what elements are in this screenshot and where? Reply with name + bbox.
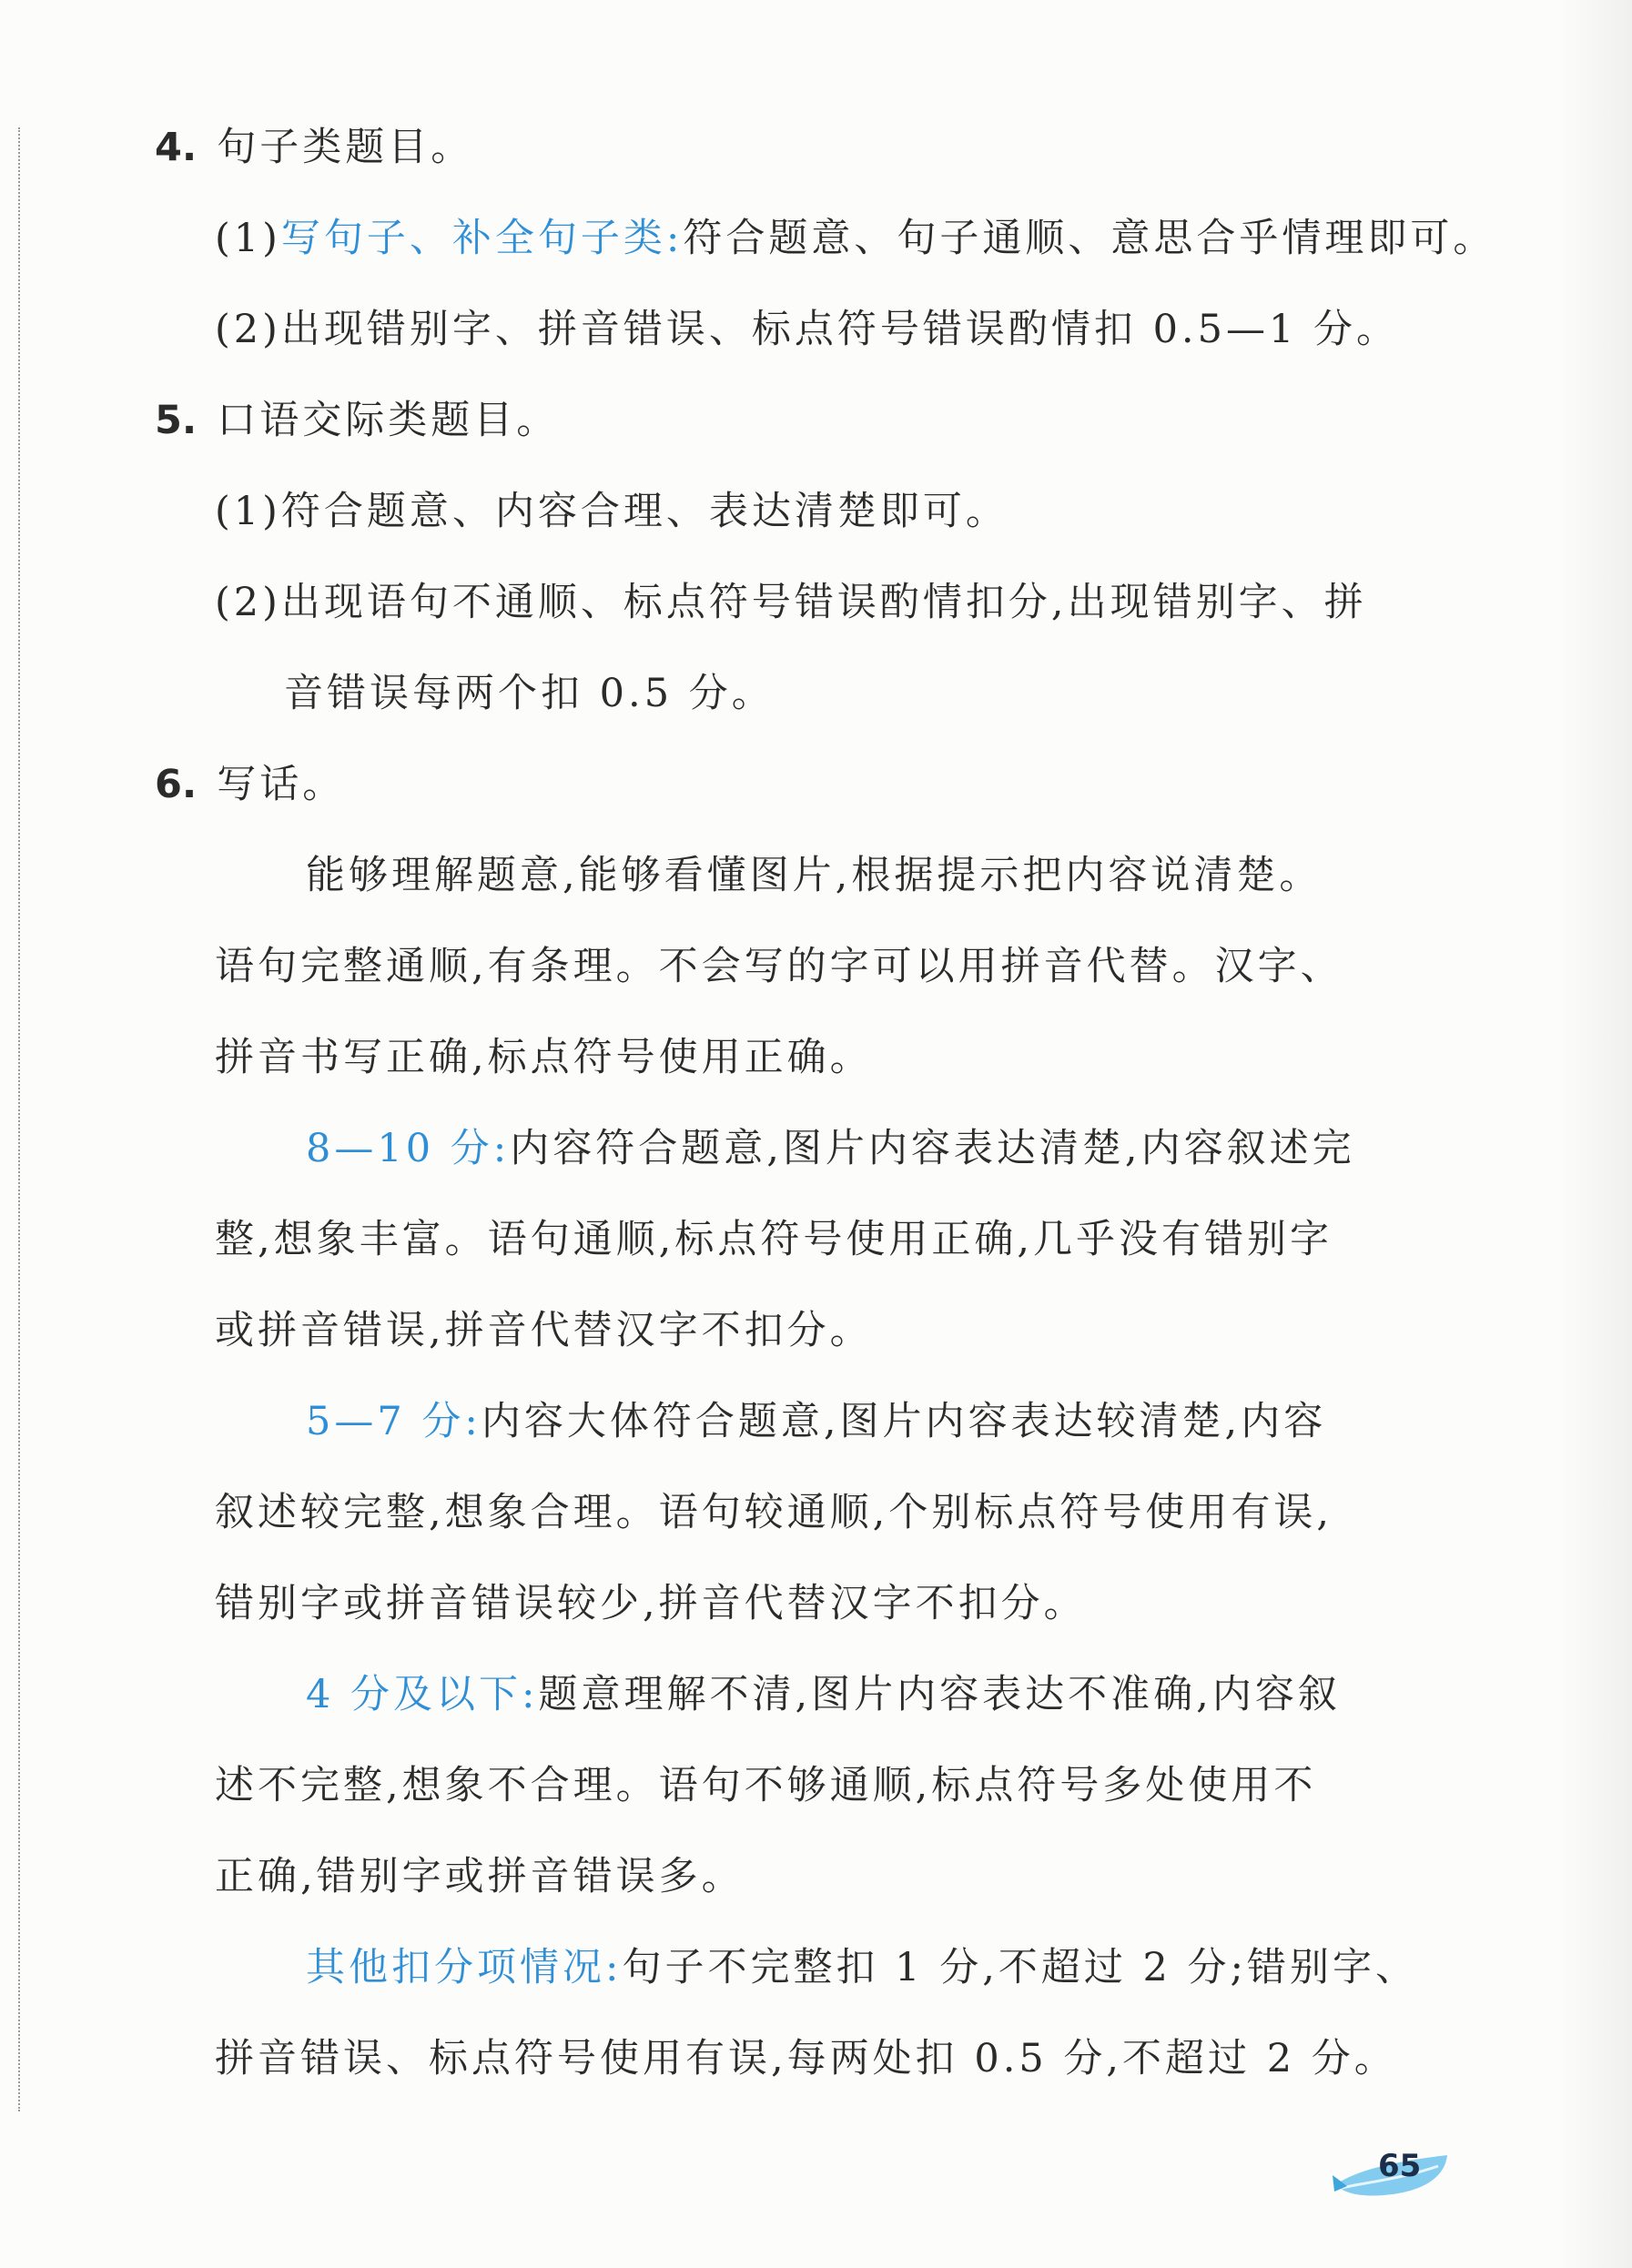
grade-3-line-3: 正确,错别字或拼音错误多。 [215, 1854, 745, 1899]
page-number-badge [1329, 2139, 1456, 2202]
item-text: 符合题意、句子通顺、意思合乎情理即可。 [683, 216, 1496, 261]
grade-2-line-3: 错别字或拼音错误较少,拼音代替汉字不扣分。 [215, 1581, 1087, 1626]
intro-line-3: 拼音书写正确,标点符号使用正确。 [215, 1035, 873, 1080]
intro-line-2: 语句完整通顺,有条理。不会写的字可以用拼音代替。汉字、 [215, 944, 1343, 989]
section-6-heading [155, 757, 345, 812]
grade-3-line-1 [306, 1667, 1341, 1722]
section-4-item-2: (2)出现错别字、拼音错误、标点符号错误酌情扣 0.5—1 分。 [215, 307, 1399, 352]
highlight-label: 写句子、补全句子类: [280, 216, 684, 261]
deduction-text: 句子不完整扣 1 分,不超过 2 分;错别字、 [622, 1945, 1419, 1990]
grade-label: 8—10 分: [306, 1126, 511, 1171]
section-title: 句子类题目。 [217, 125, 474, 170]
section-5-item-1: (1)符合题意、内容合理、表达清楚即可。 [215, 489, 1009, 534]
section-number: 5. [155, 398, 198, 443]
section-title: 口语交际类题目。 [217, 398, 560, 443]
section-5-item-2-line-1: (2)出现语句不通顺、标点符号错误酌情扣分,出现错别字、拼 [215, 580, 1367, 625]
intro-line-1: 能够理解题意,能够看懂图片,根据提示把内容说清楚。 [306, 853, 1323, 898]
deduction-label: 其他扣分项情况: [306, 1945, 623, 1990]
grade-1-line-1 [306, 1121, 1355, 1176]
grade-2-line-2: 叙述较完整,想象合理。语句较通顺,个别标点符号使用有误, [215, 1490, 1333, 1535]
section-5-heading [155, 393, 559, 448]
section-number: 6. [155, 762, 198, 807]
grade-label: 5—7 分: [306, 1399, 481, 1444]
section-4-heading [155, 120, 473, 175]
item-prefix: (1) [215, 216, 281, 261]
grade-1-line-3: 或拼音错误,拼音代替汉字不扣分。 [215, 1308, 873, 1353]
grade-1-line-2: 整,想象丰富。语句通顺,标点符号使用正确,几乎没有错别字 [215, 1217, 1333, 1262]
section-4-item-1 [215, 211, 1495, 266]
section-title: 写话。 [217, 762, 346, 807]
grade-text: 内容大体符合题意,图片内容表达较清楚,内容 [481, 1399, 1327, 1444]
section-5-item-2-line-2: 音错误每两个扣 0.5 分。 [284, 671, 775, 716]
binding-margin-line [18, 127, 20, 2111]
page-edge-shade [1558, 0, 1632, 2268]
grade-3-line-2: 述不完整,想象不合理。语句不够通顺,标点符号多处使用不 [215, 1763, 1317, 1808]
other-deductions-line-1 [306, 1940, 1418, 1995]
other-deductions-line-2: 拼音错误、标点符号使用有误,每两处扣 0.5 分,不超过 2 分。 [215, 2036, 1397, 2081]
page-number: 65 [1378, 2148, 1422, 2184]
grade-label: 4 分及以下: [306, 1672, 539, 1717]
grade-text: 题意理解不清,图片内容表达不准确,内容叙 [538, 1672, 1341, 1717]
grade-text: 内容符合题意,图片内容表达清楚,内容叙述完 [510, 1126, 1355, 1171]
section-number: 4. [155, 125, 198, 170]
grade-2-line-1 [306, 1394, 1326, 1449]
